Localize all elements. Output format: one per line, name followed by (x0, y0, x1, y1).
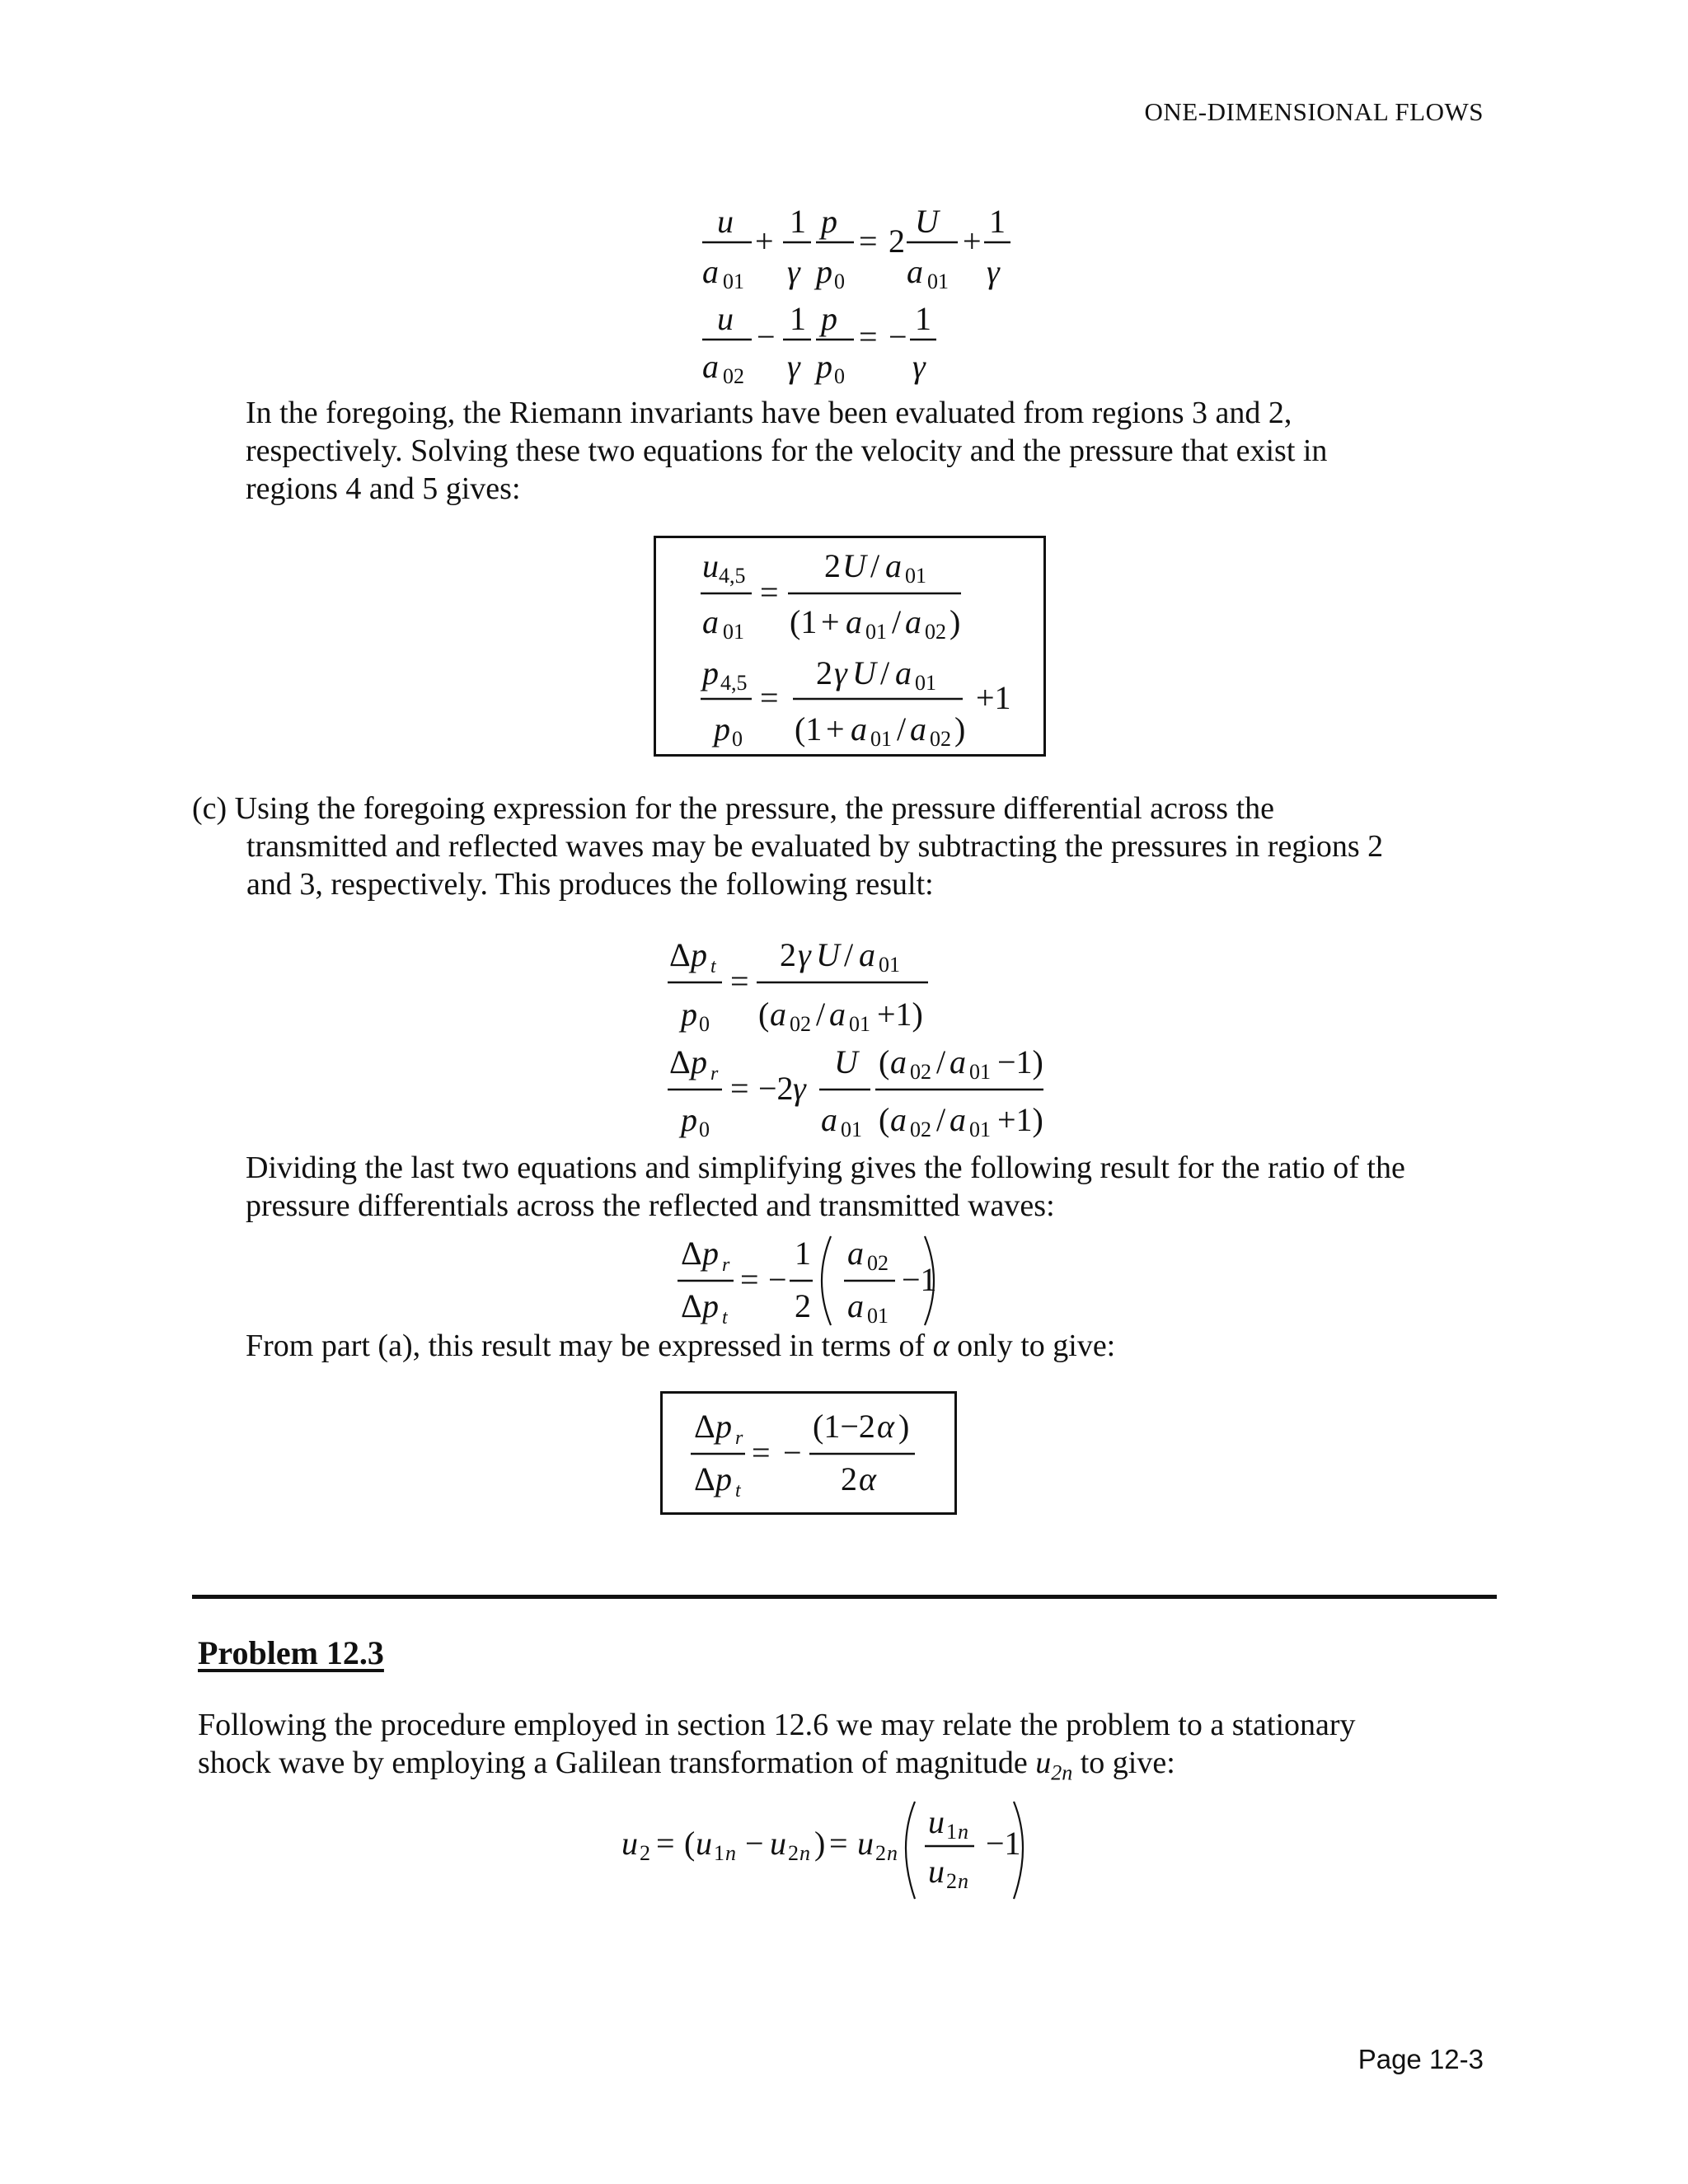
svg-text:α: α (877, 1408, 894, 1445)
svg-text:a: a (950, 1043, 966, 1080)
svg-text:): ) (950, 603, 961, 640)
svg-text:u: u (717, 300, 734, 337)
svg-text:p: p (691, 1043, 707, 1080)
svg-text:01: 01 (870, 727, 892, 751)
alpha-symbol: α (932, 1329, 950, 1363)
svg-text:a: a (895, 654, 912, 691)
svg-text:02: 02 (930, 727, 951, 751)
svg-text:n: n (887, 1841, 898, 1865)
svg-text:2: 2 (889, 223, 905, 260)
text-line: Following the procedure employed in section 12.6 we may relate the problem to a stationary (198, 1708, 1356, 1742)
svg-text:/: / (870, 547, 880, 584)
svg-text:2: 2 (875, 1841, 886, 1865)
svg-text:1: 1 (790, 203, 806, 240)
svg-text:p: p (816, 348, 832, 385)
text-run: shock wave by employing a Galilean transformation of magnitude (198, 1746, 1036, 1780)
svg-text:n: n (958, 1869, 968, 1893)
svg-text:a: a (847, 1235, 864, 1272)
svg-text:a: a (770, 996, 786, 1033)
svg-text:=: = (859, 318, 878, 355)
text-line: Dividing the last two equations and simplifying gives the following result for the ratio of the (246, 1151, 1405, 1185)
svg-text:γ: γ (798, 936, 811, 973)
svg-text:/: / (936, 1101, 946, 1138)
svg-text:Δ: Δ (694, 1408, 715, 1445)
svg-text:1: 1 (915, 300, 931, 337)
svg-text:/: / (892, 603, 902, 640)
svg-text:/: / (936, 1043, 946, 1080)
svg-text:a: a (885, 547, 902, 584)
svg-text:a: a (890, 1043, 907, 1080)
svg-text:p: p (702, 654, 719, 691)
svg-text:u: u (928, 1803, 945, 1840)
svg-text:02: 02 (925, 620, 946, 644)
svg-text:−: − (768, 1261, 787, 1298)
svg-text:+: + (826, 710, 845, 748)
svg-text:γ: γ (912, 348, 926, 385)
svg-text:p: p (816, 253, 832, 290)
svg-text:2: 2 (780, 936, 796, 973)
svg-text:−: − (783, 1434, 802, 1471)
svg-text:01: 01 (841, 1118, 862, 1141)
svg-text:2: 2 (824, 547, 841, 584)
svg-text:a: a (847, 1287, 864, 1324)
svg-text:u: u (857, 1825, 874, 1862)
text-run: only to give: (949, 1329, 1116, 1363)
svg-text:0: 0 (699, 1118, 710, 1141)
svg-text:a: a (702, 253, 719, 290)
svg-text:a: a (829, 996, 846, 1033)
text-line: regions 4 and 5 gives: (246, 471, 521, 506)
svg-text:01: 01 (867, 1304, 889, 1328)
svg-text:=: = (740, 1261, 759, 1298)
svg-text:0: 0 (699, 1012, 710, 1036)
svg-text:01: 01 (969, 1118, 991, 1141)
text-line: and 3, respectively. This produces the following result: (246, 867, 934, 902)
svg-text:=: = (752, 1434, 771, 1471)
svg-text:p: p (821, 300, 837, 337)
svg-text:01: 01 (723, 269, 744, 293)
problem-title: Problem 12.3 (198, 1634, 384, 1671)
svg-text:01: 01 (865, 620, 887, 644)
svg-text:u: u (928, 1853, 945, 1890)
text-run: From part (a), this result may be expressed in terms of (246, 1329, 933, 1363)
svg-text:=: = (730, 1070, 749, 1107)
svg-text:+1): +1) (997, 1101, 1043, 1138)
svg-text:02: 02 (910, 1118, 931, 1141)
svg-text:a: a (905, 603, 921, 640)
svg-text:Δ: Δ (681, 1287, 702, 1324)
svg-text:2: 2 (816, 654, 832, 691)
svg-text:=: = (859, 223, 878, 260)
svg-text:n: n (958, 1820, 968, 1844)
svg-text:t: t (735, 1480, 741, 1502)
svg-text:/: / (816, 996, 826, 1033)
svg-text:n: n (799, 1841, 810, 1865)
svg-text:4,5: 4,5 (720, 671, 748, 695)
svg-text:a: a (702, 603, 719, 640)
svg-text:γ: γ (987, 253, 1000, 290)
svg-text:(: ( (758, 996, 770, 1033)
svg-text:U: U (852, 654, 876, 691)
svg-text:α: α (859, 1460, 876, 1497)
svg-text:1: 1 (795, 1235, 811, 1272)
svg-text:a: a (702, 348, 719, 385)
svg-text:2: 2 (795, 1287, 811, 1324)
svg-text:r: r (735, 1427, 743, 1449)
page-number: Page 12-3 (1357, 2044, 1484, 2074)
svg-text:p: p (681, 996, 697, 1033)
text-line: transmitted and reflected waves may be evaluated by subtracting the pressures in regions 2 (246, 829, 1384, 864)
svg-text:+: + (821, 603, 840, 640)
svg-text:02: 02 (790, 1012, 811, 1036)
svg-text:p: p (715, 1408, 732, 1445)
svg-text:02: 02 (723, 364, 744, 388)
svg-text:(: ( (879, 1043, 890, 1080)
svg-text:u: u (717, 203, 734, 240)
svg-text:/: / (897, 710, 907, 748)
svg-text:γ: γ (787, 348, 800, 385)
svg-text:=: = (829, 1825, 848, 1862)
svg-text:Δ: Δ (681, 1235, 702, 1272)
svg-text:r: r (722, 1254, 730, 1276)
svg-text:01: 01 (849, 1012, 870, 1036)
svg-text:p: p (821, 203, 837, 240)
svg-text:U: U (834, 1043, 858, 1080)
svg-text:γ: γ (793, 1070, 806, 1107)
svg-text:u: u (770, 1825, 786, 1862)
svg-text:γ: γ (834, 654, 847, 691)
text-line: respectively. Solving these two equations for the velocity and the pressure that exist in (246, 434, 1328, 468)
svg-text:a: a (851, 710, 867, 748)
svg-text:γ: γ (787, 253, 800, 290)
svg-text:(1: (1 (790, 603, 818, 640)
svg-text:=: = (760, 679, 779, 716)
running-header: ONE-DIMENSIONAL FLOWS (1144, 97, 1484, 126)
svg-text:a: a (907, 253, 923, 290)
svg-text:0: 0 (732, 727, 743, 751)
svg-text:01: 01 (927, 269, 949, 293)
svg-text:+: + (963, 223, 982, 260)
svg-text:Δ: Δ (669, 936, 691, 973)
svg-text:0: 0 (834, 364, 845, 388)
equation-9 (621, 1802, 1023, 1899)
symbol-u: u (1035, 1746, 1052, 1780)
svg-text:/: / (880, 654, 890, 691)
symbol-u-subscript: 2n (1051, 1760, 1073, 1785)
svg-text:01: 01 (969, 1060, 991, 1084)
svg-text:1: 1 (714, 1841, 724, 1865)
svg-text:u: u (696, 1825, 712, 1862)
svg-text:2: 2 (788, 1841, 799, 1865)
svg-text:+1: +1 (976, 679, 1011, 716)
svg-text:): ) (954, 710, 966, 748)
svg-text:02: 02 (910, 1060, 931, 1084)
svg-text:−: − (745, 1825, 764, 1862)
svg-text:t: t (710, 956, 716, 977)
svg-text:r: r (710, 1063, 719, 1085)
svg-text:n: n (725, 1841, 736, 1865)
svg-text:=: = (656, 1825, 675, 1862)
svg-text:p: p (691, 936, 707, 973)
svg-text:1: 1 (790, 300, 806, 337)
svg-text:/: / (844, 936, 854, 973)
svg-text:u: u (621, 1825, 638, 1862)
svg-text:p: p (714, 710, 730, 748)
svg-text:−2: −2 (758, 1070, 794, 1107)
svg-text:−: − (889, 318, 907, 355)
svg-text:U: U (842, 547, 866, 584)
svg-text:−1): −1) (997, 1043, 1043, 1080)
svg-text:U: U (816, 936, 840, 973)
svg-text:1: 1 (946, 1820, 957, 1844)
svg-text:=: = (760, 574, 779, 611)
svg-text:−1: −1 (902, 1261, 937, 1298)
svg-text:02: 02 (867, 1251, 889, 1275)
svg-text:u: u (702, 547, 719, 584)
svg-text:p: p (715, 1460, 732, 1497)
svg-text:p: p (702, 1287, 719, 1324)
svg-text:p: p (681, 1101, 697, 1138)
svg-text:a: a (950, 1101, 966, 1138)
svg-text:a: a (846, 603, 862, 640)
svg-text:4,5: 4,5 (719, 564, 746, 588)
svg-text:+1): +1) (877, 996, 923, 1033)
svg-text:(1−2: (1−2 (813, 1408, 875, 1445)
svg-text:01: 01 (723, 620, 744, 644)
svg-text:): ) (898, 1408, 910, 1445)
svg-text:+: + (755, 223, 774, 260)
svg-text:): ) (814, 1825, 826, 1862)
svg-text:t: t (722, 1307, 728, 1329)
svg-text:−1: −1 (986, 1825, 1021, 1862)
svg-text:01: 01 (905, 564, 926, 588)
svg-text:Δ: Δ (669, 1043, 691, 1080)
svg-text:p: p (702, 1235, 719, 1272)
svg-text:1: 1 (989, 203, 1006, 240)
svg-text:a: a (910, 710, 926, 748)
svg-text:=: = (730, 963, 749, 1000)
svg-text:a: a (821, 1101, 837, 1138)
text-line: pressure differentials across the reflected and transmitted waves: (246, 1188, 1055, 1223)
svg-text:(: ( (684, 1825, 696, 1862)
svg-text:−: − (757, 318, 776, 355)
svg-text:Δ: Δ (694, 1460, 715, 1497)
svg-text:U: U (915, 203, 939, 240)
svg-text:2: 2 (841, 1460, 857, 1497)
svg-text:2: 2 (946, 1869, 957, 1893)
svg-text:0: 0 (834, 269, 845, 293)
text-line: In the foregoing, the Riemann invariants have been evaluated from regions 3 and 2, (246, 396, 1292, 430)
svg-text:01: 01 (915, 671, 936, 695)
svg-text:(: ( (879, 1101, 890, 1138)
svg-text:a: a (859, 936, 875, 973)
text-line: (c) Using the foregoing expression for the pressure, the pressure differential across the (192, 791, 1275, 826)
svg-text:a: a (890, 1101, 907, 1138)
svg-text:2: 2 (640, 1841, 650, 1865)
text-run: to give: (1072, 1746, 1175, 1780)
svg-text:(1: (1 (795, 710, 823, 748)
svg-text:01: 01 (879, 953, 900, 977)
